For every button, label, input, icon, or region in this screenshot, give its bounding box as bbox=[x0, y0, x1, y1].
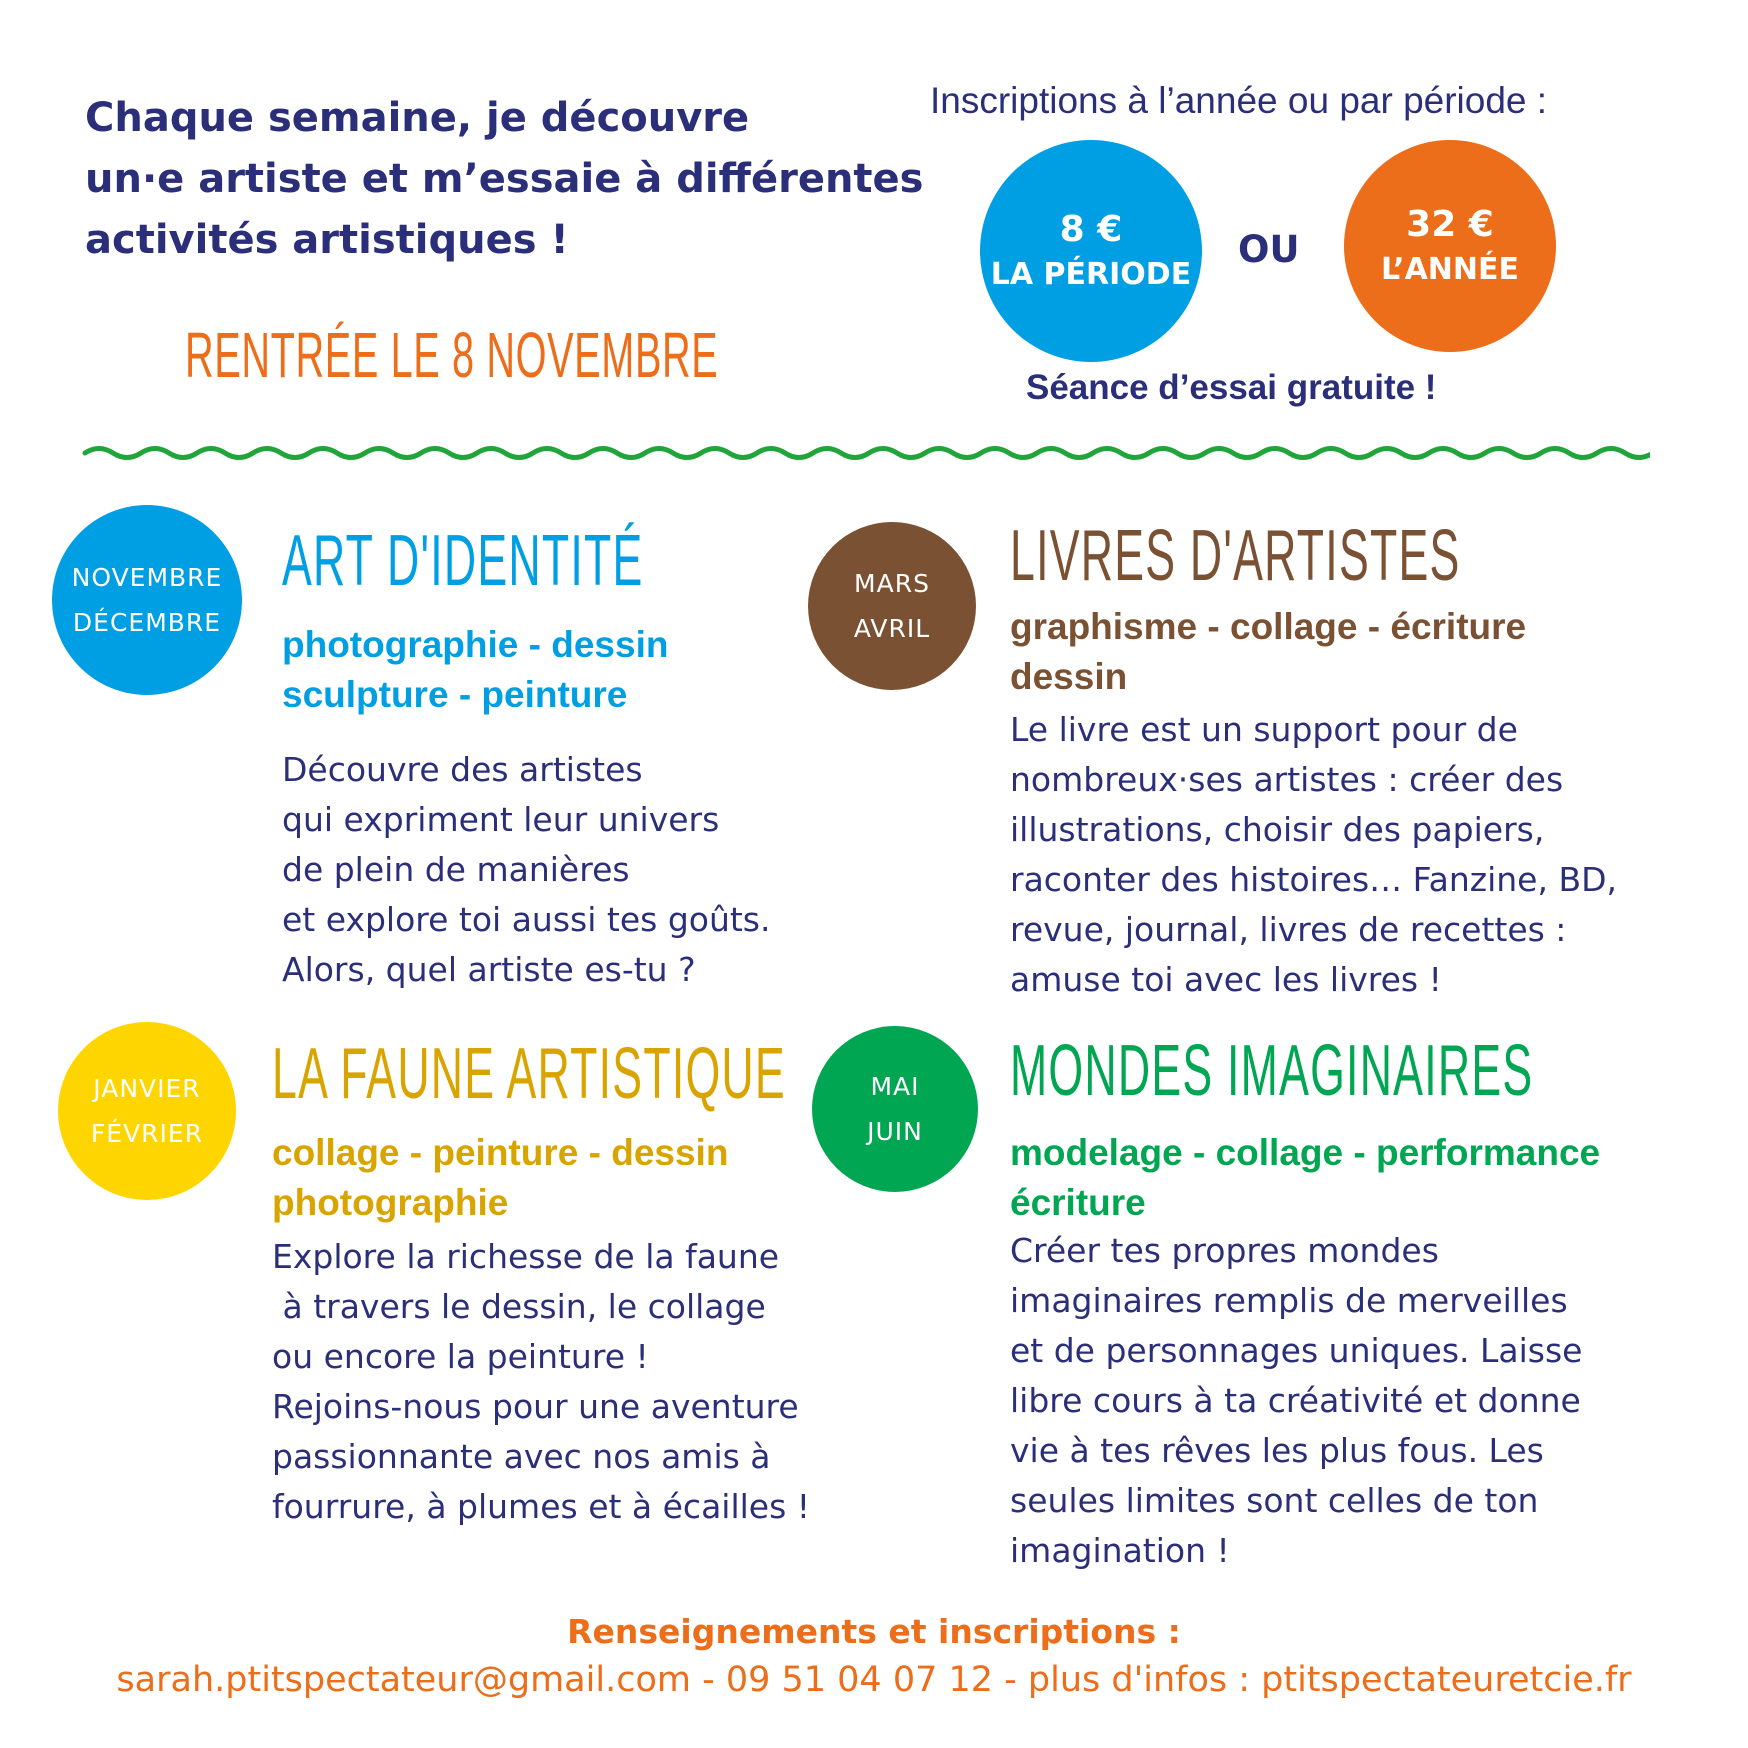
tag-line: sculpture - peinture bbox=[282, 674, 628, 715]
section-tags bbox=[272, 1128, 728, 1228]
intro-line: activités artistiques ! bbox=[85, 217, 569, 263]
intro-line: Chaque semaine, je découvre bbox=[85, 95, 750, 141]
section-title-mondes-imaginaires: MONDES IMAGINAIRES bbox=[1010, 1031, 1534, 1111]
body-line: revue, journal, livres de recettes : bbox=[1010, 910, 1567, 949]
year-price: 32 € bbox=[1406, 204, 1494, 245]
tag-line: modelage - collage - performance bbox=[1010, 1132, 1601, 1173]
period-label: LA PÉRIODE bbox=[990, 257, 1192, 292]
months-badge-mai-juin bbox=[812, 1026, 978, 1192]
month-label: MAI bbox=[870, 1072, 920, 1101]
body-line: amuse toi avec les livres ! bbox=[1010, 960, 1442, 999]
year-price-badge bbox=[1344, 140, 1556, 352]
body-line: Le livre est un support pour de bbox=[1010, 710, 1518, 749]
body-line: imaginaires remplis de merveilles bbox=[1010, 1281, 1568, 1320]
month-label: DÉCEMBRE bbox=[72, 608, 222, 637]
body-line: raconter des histoires… Fanzine, BD, bbox=[1010, 860, 1617, 899]
body-line: et de personnages uniques. Laisse bbox=[1010, 1331, 1583, 1370]
body-line: nombreux·ses artistes : créer des bbox=[1010, 760, 1564, 799]
month-label: NOVEMBRE bbox=[71, 563, 223, 592]
section-description bbox=[282, 745, 771, 995]
period-price-badge bbox=[980, 140, 1202, 362]
month-label: JUIN bbox=[867, 1117, 923, 1146]
section-title-livres-artistes: LIVRES D'ARTISTES bbox=[1010, 516, 1461, 596]
contact-details: sarah.ptitspectateur@gmail.com - 09 51 04 07 12 - plus d'infos : ptitspectateuretcie.fr bbox=[116, 1660, 1632, 1700]
intro-line: un·e artiste et m’essaie à différentes bbox=[85, 156, 924, 202]
wave-divider bbox=[80, 438, 1650, 468]
body-line: Créer tes propres mondes bbox=[1010, 1231, 1439, 1270]
body-line: de plein de manières bbox=[282, 850, 630, 889]
period-price: 8 € bbox=[1059, 209, 1123, 250]
months-badge-mars-avril bbox=[808, 522, 976, 690]
month-label: AVRIL bbox=[853, 614, 931, 643]
months-badge-nov-dec bbox=[52, 505, 242, 695]
body-line: Rejoins-nous pour une aventure bbox=[272, 1387, 799, 1426]
body-line: ou encore la peinture ! bbox=[272, 1337, 649, 1376]
body-line: qui expriment leur univers bbox=[282, 800, 720, 839]
tag-line: photographie - dessin bbox=[282, 624, 669, 665]
body-line: Découvre des artistes bbox=[282, 750, 643, 789]
body-line: illustrations, choisir des papiers, bbox=[1010, 810, 1545, 849]
body-line: libre cours à ta créativité et donne bbox=[1010, 1381, 1581, 1420]
contact-heading: Renseignements et inscriptions : bbox=[567, 1612, 1181, 1651]
month-label: MARS bbox=[854, 569, 930, 598]
body-line: et explore toi aussi tes goûts. bbox=[282, 900, 771, 939]
intro-text bbox=[85, 88, 945, 271]
month-label: JANVIER bbox=[93, 1074, 201, 1103]
tag-line: collage - peinture - dessin bbox=[272, 1132, 729, 1173]
section-description bbox=[272, 1232, 810, 1532]
section-tags bbox=[1010, 1128, 1600, 1228]
body-line: imagination ! bbox=[1010, 1531, 1230, 1570]
tag-line: écriture bbox=[1010, 1182, 1146, 1223]
month-label: FÉVRIER bbox=[90, 1119, 204, 1148]
year-label: L’ANNÉE bbox=[1380, 252, 1520, 287]
or-label: OU bbox=[1238, 228, 1300, 271]
body-line: fourrure, à plumes et à écailles ! bbox=[272, 1487, 811, 1526]
section-description bbox=[1010, 705, 1617, 1005]
trial-text: Séance d’essai gratuite ! bbox=[1026, 368, 1437, 407]
body-line: passionnante avec nos amis à bbox=[272, 1437, 771, 1476]
body-line: seules limites sont celles de ton bbox=[1010, 1481, 1539, 1520]
body-line: Explore la richesse de la faune bbox=[272, 1237, 780, 1276]
tag-line: dessin bbox=[1010, 656, 1128, 697]
tag-line: photographie bbox=[272, 1182, 509, 1223]
months-badge-jan-fev bbox=[58, 1022, 236, 1200]
section-description bbox=[1010, 1226, 1582, 1576]
body-line: Alors, quel artiste es-tu ? bbox=[282, 950, 696, 989]
section-title-art-identite: ART D'IDENTITÉ bbox=[282, 521, 644, 601]
section-tags bbox=[1010, 602, 1526, 702]
body-line: vie à tes rêves les plus fous. Les bbox=[1010, 1431, 1544, 1470]
rentree-date: RENTRÉE LE 8 NOVEMBRE bbox=[185, 319, 719, 391]
section-title-faune-artistique: LA FAUNE ARTISTIQUE bbox=[272, 1034, 786, 1114]
body-line: à travers le dessin, le collage bbox=[272, 1287, 766, 1326]
pricing-heading: Inscriptions à l’année ou par période : bbox=[930, 80, 1548, 121]
section-tags bbox=[282, 620, 668, 720]
tag-line: graphisme - collage - écriture bbox=[1010, 606, 1527, 647]
